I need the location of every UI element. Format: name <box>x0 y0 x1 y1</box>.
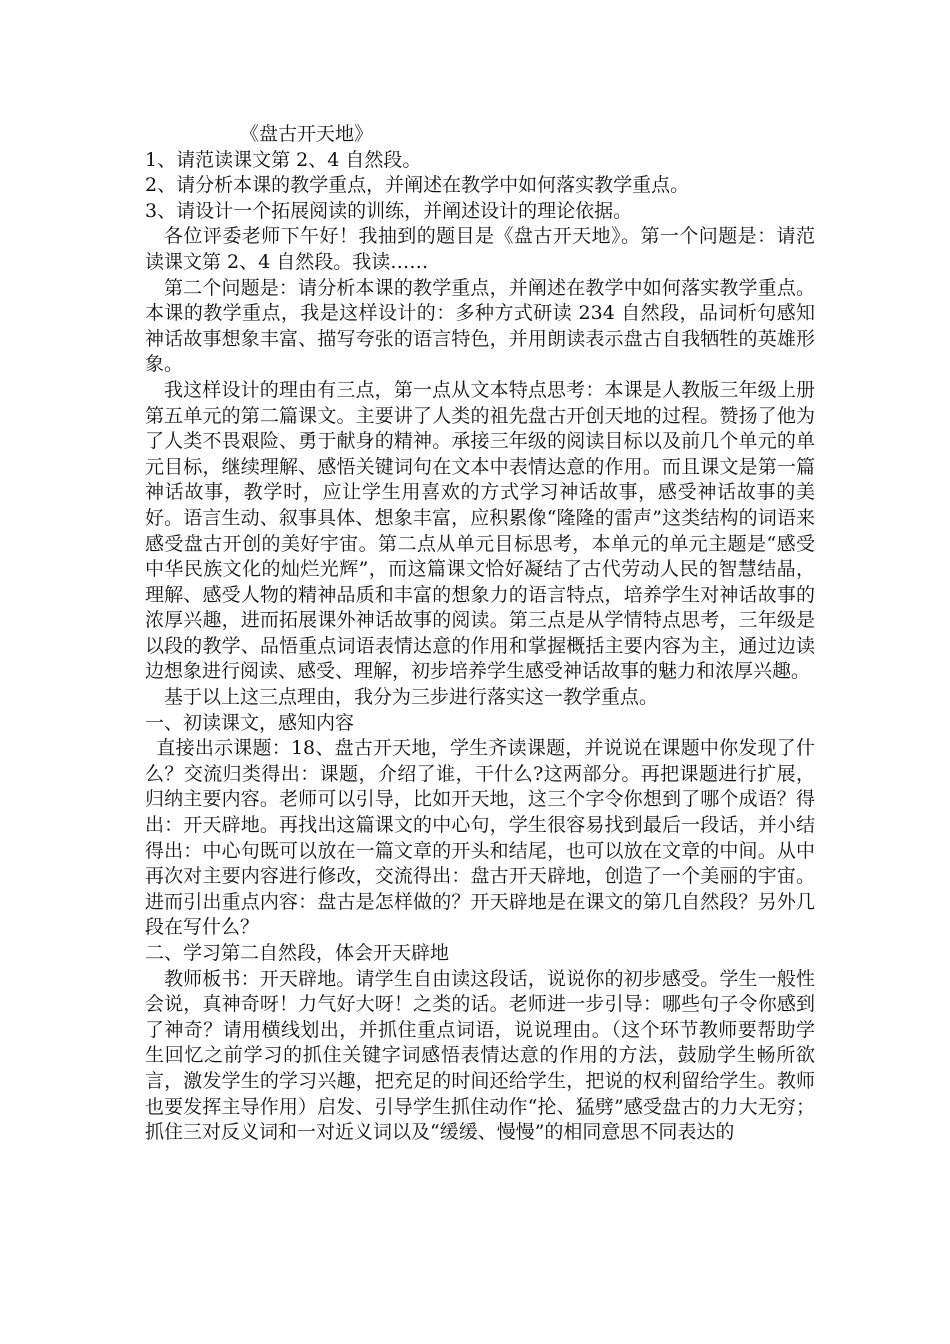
step-2-heading: 二、学习第二自然段，体会开天辟地 <box>145 942 450 964</box>
reasons-paragraph: 我这样设计的理由有三点，第一点从文本特点思考：本课是人教版三年级上册第五单元的第二篇课文。主要讲了人类的祖先盘古开创天地的过程。赞扬了他为了人类不畏艰险、勇于献身的精神。承接三年级的阅读目标以及前几个单元的单元目标，继续理解、感悟关键词句在文本中表情达意的作用。而且课文是第一篇神话故事，教学时，应让学生用喜欢的方式学习神话故事，感受神话故事的美好。语言生动、叙事具体、想象丰富，应积累像“隆隆的雷声”这类结构的词语来感受盘古开创的美好宇宙。第二点从单元目标思考，本单元的单元主题是“感受中华民族文化的灿烂光辉”，而这篇课文恰好凝结了古代劳动人民的智慧结晶，理解、感受人物的精神品质和丰富的想象力的语言特点，培养学生对神话故事的浓厚兴趣，进而拓展课外神话故事的阅读。第三点是从学情特点思考，三年级是以段的教学、品悟重点词语表情达意的作用和掌握概括主要内容为主，通过边读边想象进行阅读、感受、理解，初步培养学生感受神话故事的魅力和浓厚兴趣。 <box>145 378 815 683</box>
step-1-heading: 一、初读课文，感知内容 <box>145 711 355 734</box>
step-2-paragraph: 教师板书：开天辟地。请学生自由读这段话，说说你的初步感受。学生一般性会说，真神奇呀！力气好大呀！之类的话。老师进一步引导：哪些句子令你感到了神奇？请用横线划出，并抓住重点词语，说说理由。（这个环节教师要帮助学生回忆之前学习的抓住关键字词感悟表情达意的作用的方法，鼓励学生畅所欲言，激发学生的学习兴趣，把充足的时间还给学生，把说的权利留给学生。教师也要发挥主导作用）启发、引导学生抓住动作“抡、猛劈”感受盘古的力大无穷；抓住三对反义词和一对近义词以及“缓缓、慢慢”的相同意思不同表达的 <box>145 967 815 1144</box>
question-2: 2、请分析本课的教学重点，并阐述在教学中如何落实教学重点。 <box>145 174 690 197</box>
question-2-paragraph: 第二个问题是：请分析本课的教学重点，并阐述在教学中如何落实教学重点。本课的教学重点，我是这样设计的：多种方式研读 234 自然段，品词析句感知神话故事想象丰富、描写夸张的语言特色，并用朗读表示盘古自我牺牲的英雄形象。 <box>145 276 815 376</box>
question-3: 3、请设计一个拓展阅读的训练，并阐述设计的理论依据。 <box>145 199 633 222</box>
step-1-paragraph: 直接出示课题：18、盘古开天地，学生齐读课题，并说说在课题中你发现了什么？交流归类得出：课题，介绍了谁，干什么?这两部分。再把课题进行扩展，归纳主要内容。老师可以引导，比如开天地，这三个字令你想到了哪个成语？得出：开天辟地。再找出这篇课文的中心句，学生很容易找到最后一段话，并小结得出：中心句既可以放在一篇文章的开头和结尾，也可以放在文章的中间。从中再次对主要内容进行修改，交流得出：盘古开天辟地，创造了一个美丽的宇宙。进而引出重点内容：盘古是怎样做的？开天辟地是在课文的第几自然段？另外几段在写什么？ <box>145 737 815 939</box>
intro-paragraph: 各位评委老师下午好！我抽到的题目是《盘古开天地》。第一个问题是：请范读课文第 2、4 自然段。我读…… <box>145 225 815 273</box>
question-1: 1、请范读课文第 2、4 自然段。 <box>145 148 422 171</box>
document-title: 《盘古开天地》 <box>240 123 374 145</box>
basis-paragraph: 基于以上这三点理由，我分为三步进行落实这一教学重点。 <box>164 686 659 709</box>
document-page <box>145 122 815 1146</box>
